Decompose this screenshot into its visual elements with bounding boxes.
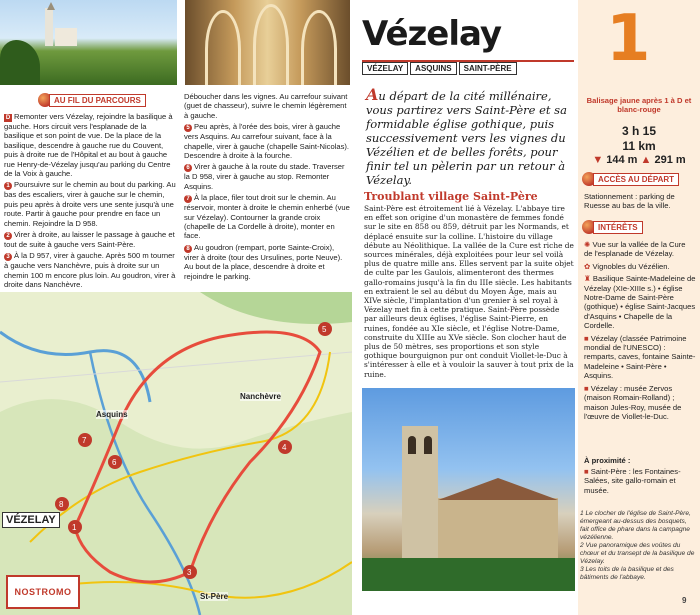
interet-text: Vue sur la vallée de la Cure de l'esplanade de Vézelay. xyxy=(584,240,686,259)
step-text: Au goudron (rempart, porte Sainte-Croix), virer à droite (tour des Ursulines, porte Neuve). Au bout de la place, descendre à droite et rejoindre le parking. xyxy=(184,242,343,281)
svg-text:3: 3 xyxy=(187,568,192,577)
step-marker: 2 xyxy=(4,232,12,240)
caption: 2 Vue panoramique des voûtes du chœur et du transept de la basilique de Vézelay. xyxy=(580,542,695,565)
tag: ASQUINS xyxy=(410,62,456,75)
church-icon: ♜ xyxy=(584,274,593,284)
section-header-interets xyxy=(582,220,643,234)
step xyxy=(184,162,350,191)
map-label-vezelay: VÉZELAY xyxy=(2,512,60,528)
step-marker: 7 xyxy=(184,195,192,203)
route-number: 1 xyxy=(606,2,651,76)
caption: 1 Le clocher de l'église de Saint-Père, émergeant au-dessus des bosquets, fait office de phare dans la campagne vézélienne. xyxy=(580,510,691,541)
map-drawing xyxy=(0,292,352,615)
heritage-icon: ■ xyxy=(584,333,591,343)
interet-text: Basilique Sainte-Madeleine de Vézelay (XIe-XIIIe s.) • église Notre-Dame de Saint-Père (gothique) • église Saint-Jacques d'Asquins • Chapelle de la Cordelle. xyxy=(584,274,696,331)
step-marker: D xyxy=(5,115,11,121)
church-photo xyxy=(362,388,575,591)
interet-item xyxy=(584,240,696,259)
page-number: 9 xyxy=(682,596,687,605)
section-header-acces xyxy=(582,172,679,186)
step-text: Peu après, à l'orée des bois, virer à gauche vers Asquins. Au carrefour suivant, face à la chapelle, virer à gauche (chapelle Saint-Nicolas). Descendre à droite à la fourche. xyxy=(184,122,350,161)
acces-title: ACCÈS AU DÉPART xyxy=(593,173,679,186)
view-icon: ✺ xyxy=(584,240,593,249)
drop-cap: A xyxy=(366,85,379,104)
step-text: À la place, filer tout droit sur le chemin. Au réservoir, monter à droite le chemin enherbé (vue sur Vézelay). Contourner la grande croix (chapelle de La Cordelle à droite), monter en face. xyxy=(184,193,350,241)
interet-item xyxy=(584,274,696,330)
step xyxy=(4,180,176,228)
interets-title: INTÉRÊTS xyxy=(593,221,643,234)
step-marker: 8 xyxy=(184,245,192,253)
elevation xyxy=(582,154,696,167)
lead-text: u départ de la cité millénaire, vous partirez vers Saint-Père et sa formidable église gothique, puis successivement vers les vignes du Vézélien et de belles forêts, pour finir tel un pèlerin par un retour à Vézelay. xyxy=(366,89,567,187)
photo-captions xyxy=(580,510,695,582)
grape-icon: ✿ xyxy=(584,261,593,271)
step-marker: 3 xyxy=(4,253,12,261)
interet-item xyxy=(584,384,696,422)
interet-text: Vézelay : musée Zervos (maison Romain-Rolland) ; maison Jules-Roy, musée de l'œuvre de Viollet-le-Duc. xyxy=(584,383,682,421)
svg-text:6: 6 xyxy=(112,458,117,467)
caption: 3 Les toits de la basilique et des bâtiments de l'abbaye. xyxy=(580,566,674,581)
step xyxy=(184,243,350,281)
step xyxy=(4,251,176,289)
svg-text:4: 4 xyxy=(282,443,287,452)
step-text: Poursuivre sur le chemin au bout du parking. Au bas des escaliers, virer à gauche sur le chemin, puis peu après à droite vers une sente jusqu'à une route. Partir à gauche pour prendre en face un chemin. Rejoindre la D 958. xyxy=(4,180,176,228)
svg-text:1: 1 xyxy=(72,523,77,532)
map-label-asquins: Asquins xyxy=(96,410,128,419)
distance: 11 km xyxy=(622,139,656,153)
elev-up-icon: ▲ xyxy=(640,154,652,166)
article-subtitle: Troublant village Saint-Père xyxy=(364,190,538,203)
proximite-text xyxy=(584,467,696,495)
interets-list xyxy=(584,240,696,424)
svg-text:7: 7 xyxy=(82,436,87,445)
svg-text:8: 8 xyxy=(59,500,64,509)
proximite-value: Saint-Père : les Fontaines-Salées, site gallo-romain et musée. xyxy=(584,467,681,495)
village-photo xyxy=(0,0,177,85)
museum-icon: ■ xyxy=(584,467,591,476)
elev-max: 291 m xyxy=(654,154,686,166)
step-marker: 1 xyxy=(4,182,12,190)
interet-text: Vézelay (classée Patrimoine mondial de l'UNESCO) : remparts, caves, fontaine Sainte-Madeleine • Saint-Père • Asquins. xyxy=(584,333,696,381)
step-text: À la D 957, virer à gauche. Après 500 m tourner à gauche vers Nanchèvre, puis à droite sur un chemin 100 m encore plus loin. Au goudron, virer à droite dans Nanchèvre. xyxy=(4,251,176,290)
museum-icon: ■ xyxy=(584,383,591,393)
step-text: Virer à gauche à la route du stade. Traverser la D 958, virer à gauche au stop. Remonter Asquins. xyxy=(184,162,345,191)
balisage-text: Balisage jaune après 1 à D et blanc-rouge xyxy=(586,96,692,115)
step-marker: 5 xyxy=(184,124,192,132)
step xyxy=(4,112,176,178)
duration: 3 h 15 xyxy=(621,124,657,138)
interet-item xyxy=(584,334,696,381)
section-header-parcours xyxy=(38,93,146,107)
step-text: Remonter vers Vézelay, rejoindre la basilique à gauche. Hors circuit vers l'esplanade de la basilique et son point de vue. De la place de la basilique, descendre à gauche rue du Couvent, puis à droite rue de l'Hôpital et au bout à gauche rue Henry-de-Vézelay jusqu'au parking du Centre de la Voix à gauche. xyxy=(4,112,173,179)
lead-paragraph xyxy=(366,85,572,187)
section-title: AU FIL DU PARCOURS xyxy=(49,94,146,107)
nave-photo xyxy=(185,0,350,85)
elev-down-icon: ▼ xyxy=(592,154,604,166)
step xyxy=(184,92,350,120)
acces-text: Stationnement : parking de Ruesse au bas de la ville. xyxy=(584,192,675,211)
elev-min: 144 m xyxy=(606,154,638,166)
town-tags xyxy=(362,62,517,75)
page-title: Vézelay xyxy=(362,14,502,54)
step-marker: 6 xyxy=(184,164,192,172)
route-map[interactable] xyxy=(0,292,352,615)
step-text: Déboucher dans les vignes. Au carrefour suivant (guet de chasseur), suivre le chemin légèrement à gauche. xyxy=(184,92,348,120)
article-body: Saint-Père est étroitement lié à Vézelay. L'abbaye tire en effet son origine d'un monastère de femmes fondé sur le site en 858 ou 859, détruit par les Normands, et déplacé ensuite sur la colline. L'histoire du village débute au Néolithique. La vallée de la Cure est riche de sources minérales, déjà exploitées pour leur sel voilà plus de quatre mille ans. Elles servent par la suite objet de culte par les Gaulois, alimenteront des thermes gallo-romains jusqu'à la fin du IIIe siècle. Les habitants en extraient le sel au début du Moyen Âge, mais au XIVe siècle, l'implantation d'un grenier à sel royal à Vézelay met fin à cette pratique. Saint-Père possède par ailleurs deux églises, l'église Saint-Pierre, en ruines, fondée au XIe siècle, et l'église Notre-Dame, construite du XIIIe au XVe siècle. Son clocher haut de plus de 50 mètres, ses proportions et son style gothique bourguignon pur ont conduit Viollet-le-Duc à s'intéresser à elle et à vouloir la sauver à tout prix de la ruine. xyxy=(364,204,574,379)
tag: VÉZELAY xyxy=(362,62,408,75)
interet-item xyxy=(584,262,696,271)
step-text: Virer à droite, au laisser le passage à gauche et tout de suite à gauche vers Saint-Père. xyxy=(4,230,175,250)
step xyxy=(184,193,350,241)
map-label-stpere: St-Père xyxy=(200,592,229,601)
interet-text: Vignobles du Vézélien. xyxy=(592,261,670,271)
steps-column-2 xyxy=(184,92,350,283)
map-label-nanchevre: Nanchèvre xyxy=(240,392,281,401)
publisher-logo: NOSTROMO xyxy=(6,575,80,609)
tag: SAINT-PÈRE xyxy=(459,62,517,75)
proximite-title: À proximité : xyxy=(584,456,631,465)
svg-text:5: 5 xyxy=(322,325,327,334)
step xyxy=(184,122,350,160)
step xyxy=(4,230,176,249)
